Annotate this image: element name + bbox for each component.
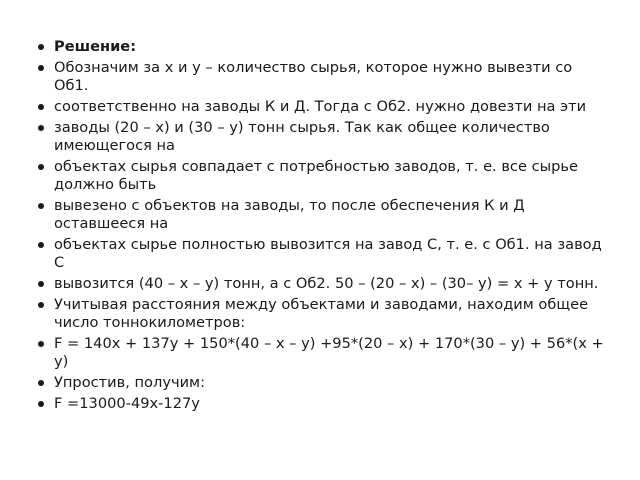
bullet-line: Обозначим за х и у – количество сырья, которое нужно вывезти со Об1. xyxy=(38,59,606,95)
bullet-line: объектах сырья совпадает с потребностью заводов, т. е. все сырье должно быть xyxy=(38,158,606,194)
bullet-line: вывезено с объектов на заводы, то после обеспечения К и Д оставшееся на xyxy=(38,197,606,233)
bullet-line: соответственно на заводы К и Д. Тогда с Об2. нужно довезти на эти xyxy=(38,98,606,116)
result-formula-line: F =13000-49х-127у xyxy=(38,395,606,413)
bullet-line: объектах сырье полностью вывозится на завод С, т. е. с Об1. на завод С xyxy=(38,236,606,272)
bullet-line: Учитывая расстояния между объектами и заводами, находим общее число тоннокилометров: xyxy=(38,296,606,332)
solution-heading: Решение: xyxy=(38,38,606,56)
bullet-line: вывозится (40 – х – у) тонн, а с Об2. 50 – (20 – х) – (30– у) = х + у тонн. xyxy=(38,275,606,293)
bullet-line: Упростив, получим: xyxy=(38,374,606,392)
bullet-line: заводы (20 – х) и (30 – у) тонн сырья. Так как общее количество имеющегося на xyxy=(38,119,606,155)
solution-bullet-list xyxy=(38,38,606,416)
formula-line: F = 140х + 137у + 150*(40 – х – у) +95*(20 – х) + 170*(30 – у) + 56*(х + у) xyxy=(38,335,606,371)
